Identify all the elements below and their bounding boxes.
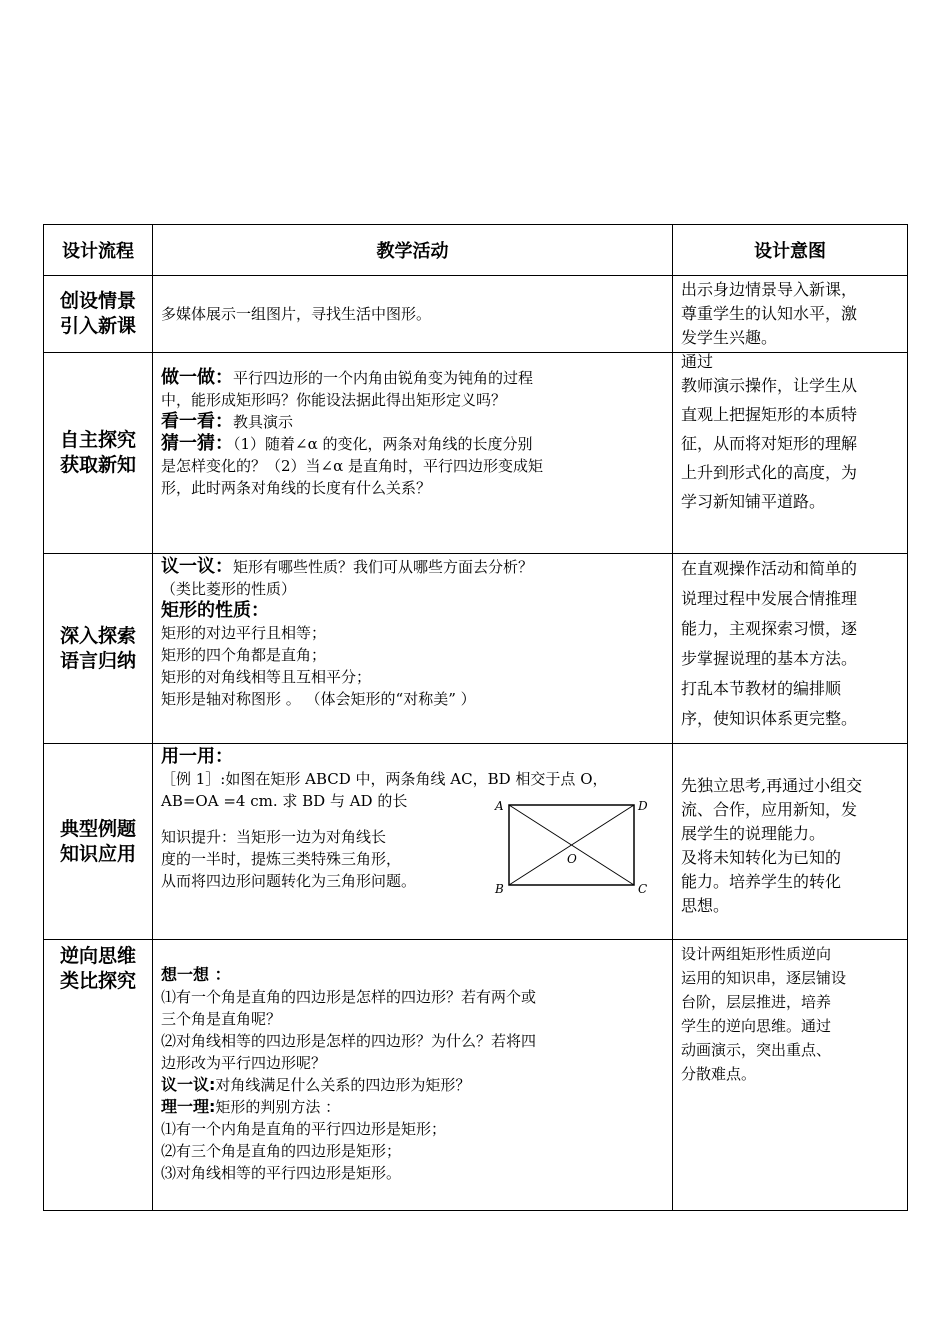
header-row xyxy=(44,225,908,276)
discuss-label: 议一议： xyxy=(161,556,233,577)
intent-cell xyxy=(673,353,908,554)
table-row xyxy=(44,353,908,554)
activity-cell xyxy=(153,744,673,940)
guess-text: 是怎样变化的？（2）当∠α 是直角时，平行四边形变成矩 xyxy=(161,457,544,475)
header-activity: 教学活动 xyxy=(153,225,673,276)
property-item: 矩形是轴对称图形 。 （体会矩形的“对称美” ） xyxy=(161,690,476,708)
intent-line: 及将未知转化为已知的 xyxy=(681,848,842,867)
intent-line: 尊重学生的认知水平，激 xyxy=(681,304,858,323)
table-row xyxy=(44,940,908,1211)
intent-line: 先独立思考,再通过小组交 xyxy=(681,776,863,795)
lift-text: 从而将四边形问题转化为三角形问题。 xyxy=(161,872,417,890)
intent-line: 序，使知识体系更完整。 xyxy=(681,709,858,728)
intent-line: 教师演示操作，让学生从 xyxy=(681,376,858,395)
props-label: 矩形的性质： xyxy=(161,600,269,621)
property-item: 矩形的四个角都是直角； xyxy=(161,646,327,664)
activity-cell xyxy=(153,353,673,554)
stage-line: 逆向思维 xyxy=(59,945,136,967)
property-item: 矩形的对边平行且相等； xyxy=(161,624,327,642)
intent-line: 流、合作，应用新知，发 xyxy=(681,800,858,819)
label-a: A xyxy=(495,800,504,813)
stage-line: 类比探究 xyxy=(59,970,136,992)
guess-label: 猜一猜： xyxy=(161,433,233,454)
intent-line: 征，从而将对矩形的理解 xyxy=(681,434,858,453)
do-text: 中，能形成矩形吗？你能设法据此得出矩形定义吗？ xyxy=(161,391,507,409)
stage-line: 创设情景 xyxy=(59,290,136,312)
example-text: ［例 1］:如图在矩形 ABCD 中，两条角线 AC，BD 相交于点 O， xyxy=(161,770,608,788)
think-label: 想一想 ： xyxy=(161,965,231,984)
use-label: 用一用： xyxy=(161,746,233,767)
method-item: ⑵有三个角是直角的四边形是矩形； xyxy=(161,1142,402,1160)
intent-cell xyxy=(673,940,908,1211)
discuss-text: 矩形有哪些性质？我们可从哪些方面去分析？ xyxy=(233,558,534,576)
activity-cell xyxy=(153,940,673,1211)
stage-line: 语言归纳 xyxy=(59,649,136,672)
stage-line: 获取新知 xyxy=(59,454,136,476)
intent-line: 能力，主观探索习惯，逐 xyxy=(681,619,858,638)
activity-text: 多媒体展示一组图片，寻找生活中图形。 xyxy=(161,305,432,323)
intent-line: 设计两组矩形性质逆向 xyxy=(681,945,832,963)
intent-line: 在直观操作活动和简单的 xyxy=(681,559,858,578)
intent-cell xyxy=(673,276,908,353)
intent-cell xyxy=(673,744,908,940)
stage-line: 典型例题 xyxy=(59,817,136,840)
intent-line: 发学生兴趣。 xyxy=(681,328,778,347)
sort-text: 矩形的判别方法 ： xyxy=(215,1098,341,1116)
method-item: ⑶对角线相等的平行四边形是矩形。 xyxy=(161,1164,402,1182)
intent-line: 说理过程中发展合情推理 xyxy=(681,589,858,608)
stage-line: 引入新课 xyxy=(59,315,136,337)
table-row xyxy=(44,554,908,744)
intent-line: 展学生的说理能力。 xyxy=(681,824,826,843)
discuss-label: 议一议: xyxy=(161,1075,216,1094)
intent-line: 动画演示，突出重点、 xyxy=(681,1041,832,1059)
intent-line: 步掌握说理的基本方法。 xyxy=(681,649,858,668)
property-item: 矩形的对角线相等且互相平分； xyxy=(161,668,372,686)
intent-line: 上升到形式化的高度，为 xyxy=(681,463,858,482)
intent-line: 直观上把握矩形的本质特 xyxy=(681,405,858,424)
lesson-plan-table xyxy=(43,224,908,1211)
label-d: D xyxy=(638,800,648,813)
intent-line: 通过 xyxy=(681,352,714,371)
method-item: ⑴有一个内角是直角的平行四边形是矩形； xyxy=(161,1120,447,1138)
do-label: 做一做： xyxy=(161,367,233,388)
intent-line: 能力。培养学生的转化 xyxy=(681,872,842,891)
intent-line: 打乱本节教材的编排顺 xyxy=(681,679,842,698)
stage-cell xyxy=(44,554,153,744)
intent-cell xyxy=(673,554,908,744)
analogy-text: （类比菱形的性质） xyxy=(161,580,297,598)
sort-label: 理一理: xyxy=(161,1097,216,1116)
header-flow: 设计流程 xyxy=(44,225,153,276)
stage-cell xyxy=(44,353,153,554)
stage-cell xyxy=(44,940,153,1211)
lift-text: 知识提升：当矩形一边为对角线长 xyxy=(161,828,387,846)
intent-line: 思想。 xyxy=(681,896,730,915)
example-text: AB=OA =4 cm. 求 BD 与 AD 的长 xyxy=(161,792,408,810)
look-text: 教具演示 xyxy=(233,413,294,431)
stage-line: 自主探究 xyxy=(59,429,136,451)
look-label: 看一看： xyxy=(161,411,233,432)
stage-line: 深入探索 xyxy=(59,624,136,647)
activity-cell xyxy=(153,554,673,744)
table-row xyxy=(44,276,908,353)
label-b: B xyxy=(495,882,504,896)
header-intent: 设计意图 xyxy=(673,225,908,276)
do-text: 平行四边形的一个内角由锐角变为钝角的过程 xyxy=(233,369,534,387)
activity-cell xyxy=(153,276,673,353)
label-o: O xyxy=(567,852,577,866)
intent-line: 运用的知识串，逐层铺设 xyxy=(681,969,847,987)
think-item: 边形改为平行四边形呢？ xyxy=(161,1054,327,1072)
table-row xyxy=(44,744,908,940)
intent-line: 学生的逆向思维。通过 xyxy=(681,1017,832,1035)
rectangle-figure xyxy=(489,800,659,900)
stage-cell xyxy=(44,744,153,940)
stage-cell xyxy=(44,276,153,353)
label-c: C xyxy=(638,882,648,896)
lift-text: 度的一半时，提炼三类特殊三角形， xyxy=(161,850,402,868)
think-item: ⑴有一个角是直角的四边形是怎样的四边形？若有两个或 xyxy=(161,988,537,1006)
think-item: ⑵对角线相等的四边形是怎样的四边形？为什么？若将四 xyxy=(161,1032,537,1050)
guess-text: （1）随着∠α 的变化，两条对角线的长度分别 xyxy=(233,435,533,453)
stage-line: 知识应用 xyxy=(59,842,136,865)
intent-line: 台阶，层层推进，培养 xyxy=(681,993,832,1011)
discuss-text: 对角线满足什么关系的四边形为矩形？ xyxy=(215,1076,471,1094)
intent-line: 学习新知铺平道路。 xyxy=(681,492,826,511)
think-item: 三个角是直角呢？ xyxy=(161,1010,282,1028)
intent-line: 分散难点。 xyxy=(681,1065,757,1083)
intent-line: 出示身边情景导入新课， xyxy=(681,280,858,299)
guess-text: 形，此时两条对角线的长度有什么关系？ xyxy=(161,479,432,497)
